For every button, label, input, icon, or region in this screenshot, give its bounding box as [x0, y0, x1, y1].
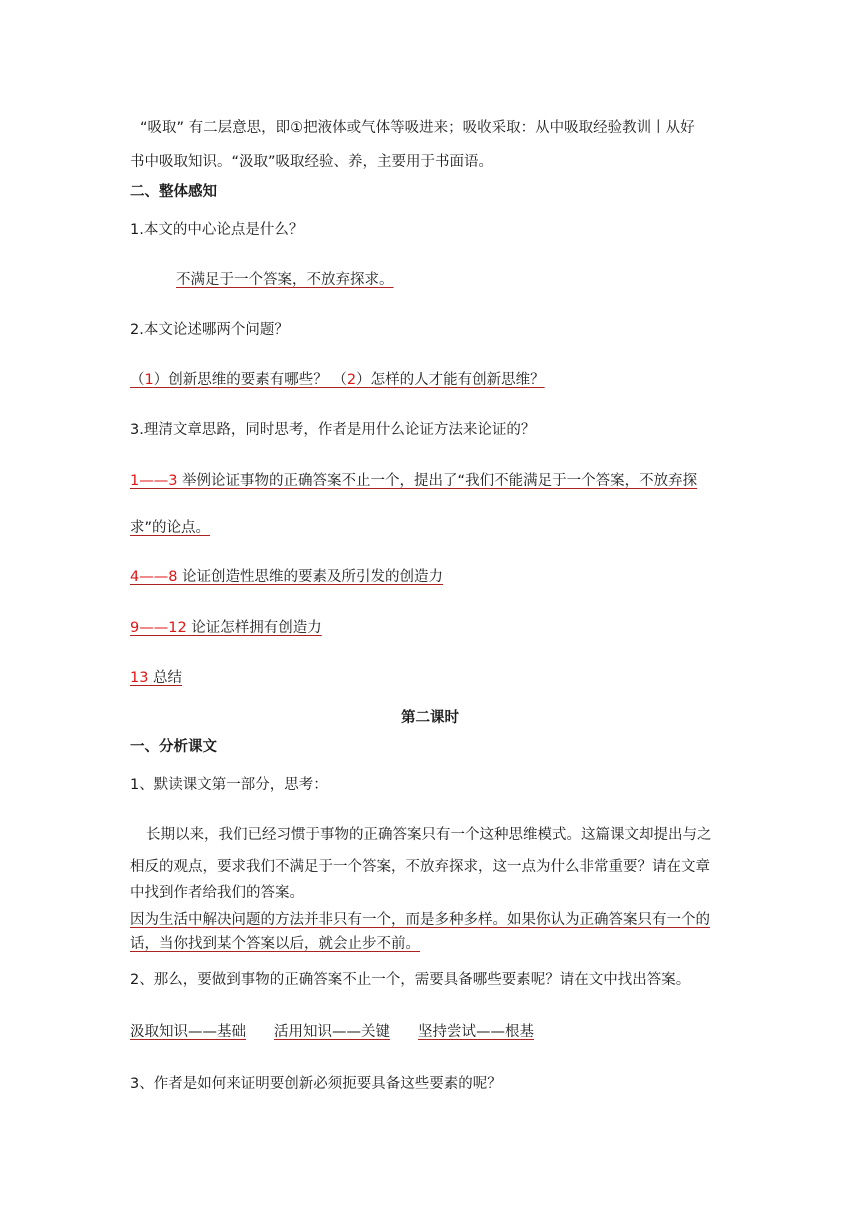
lesson-paragraph-line-1: 长期以来，我们已经习惯于事物的正确答案只有一个这种思维模式。这篇课文却提出与之 [146, 827, 712, 843]
outline-text-3: 论证怎样拥有创造力 [186, 620, 322, 636]
lesson-title: 第二课时 [401, 710, 459, 726]
lesson-answer-2-item-2 [274, 1022, 390, 1042]
answer-2-part-2: ）怎样的人才能有创新思维？ [356, 372, 545, 388]
answer-2-part-1: ）创新思维的要素有哪些？ （ [153, 372, 347, 388]
question-3: 3.理清文章思路，同时思考，作者是用什么论证方法来论证的？ [130, 422, 536, 438]
lesson-answer-1-line-2 [130, 934, 420, 954]
lesson-answer-2-item-3 [418, 1022, 534, 1042]
outline-item-3 [130, 618, 322, 638]
outline-range-4: 13 [130, 670, 149, 686]
question-2: 2.本文论述哪两个问题？ [130, 322, 289, 338]
outline-range-1: 1——3 [130, 473, 178, 489]
lesson-answer-1-text-2: 话，当你找到某个答案以后，就会止步不前。 [130, 936, 420, 952]
answer-1 [176, 270, 394, 290]
lesson-paragraph-line-2: 相反的观点，要求我们不满足于一个答案，不放弃探求，这一点为什么非常重要？请在文章 [130, 859, 710, 875]
answer-2-part-1-open: （ [130, 372, 145, 388]
element-3: 坚持尝试——根基 [418, 1024, 534, 1040]
outline-range-3: 9——12 [130, 620, 187, 636]
answer-2-num-2: 2 [346, 372, 357, 388]
lesson-question-3: 3、作者是如何来证明要创新必须扼要具备这些要素的呢？ [130, 1076, 502, 1092]
lesson-answer-1-line-1 [130, 910, 710, 930]
lesson-answer-1-text-1: 因为生活中解决问题的方法并非只有一个，而是多种多样。如果你认为正确答案只有一个的 [130, 912, 710, 928]
outline-item-2 [130, 567, 443, 587]
answer-2 [130, 370, 545, 390]
outline-item-4 [130, 668, 182, 688]
answer-2-num-1: 1 [144, 372, 154, 388]
outline-text-2: 论证创造性思维的要素及所引发的创造力 [177, 569, 444, 585]
element-1: 汲取知识——基础 [130, 1024, 246, 1040]
lesson-paragraph-line-3: 中找到作者给我们的答案。 [130, 885, 304, 901]
outline-item-1 [130, 471, 697, 491]
lesson-question-2: 2、那么，要做到事物的正确答案不止一个，需要具备哪些要素呢？请在文中找出答案。 [130, 972, 691, 988]
outline-item-1-cont [130, 518, 210, 538]
element-2: 活用知识——关键 [274, 1024, 390, 1040]
lesson-question-1: 1、默读课文第一部分，思考： [130, 777, 328, 793]
outline-range-2: 4——8 [130, 569, 178, 585]
section-heading-overall: 二、整体感知 [130, 184, 217, 200]
intro-line-2: 书中吸取知识。“汲取”吸取经验、养，主要用于书面语。 [130, 154, 494, 170]
intro-line-1: “吸取” 有二层意思，即①把液体或气体等吸进来；吸收采取：从中吸取经验教训丨从好 [140, 120, 695, 136]
section-heading-analysis: 一、分析课文 [130, 739, 217, 755]
outline-text-1-cont: 求”的论点。 [130, 520, 211, 536]
outline-text-1: 举例论证事物的正确答案不止一个，提出了“我们不能满足于一个答案，不放弃探 [177, 473, 698, 489]
lesson-answer-2-item-1 [130, 1022, 246, 1042]
answer-1-text: 不满足于一个答案，不放弃探求。 [176, 272, 394, 288]
question-1: 1.本文的中心论点是什么？ [130, 222, 304, 238]
outline-text-4: 总结 [148, 670, 183, 686]
